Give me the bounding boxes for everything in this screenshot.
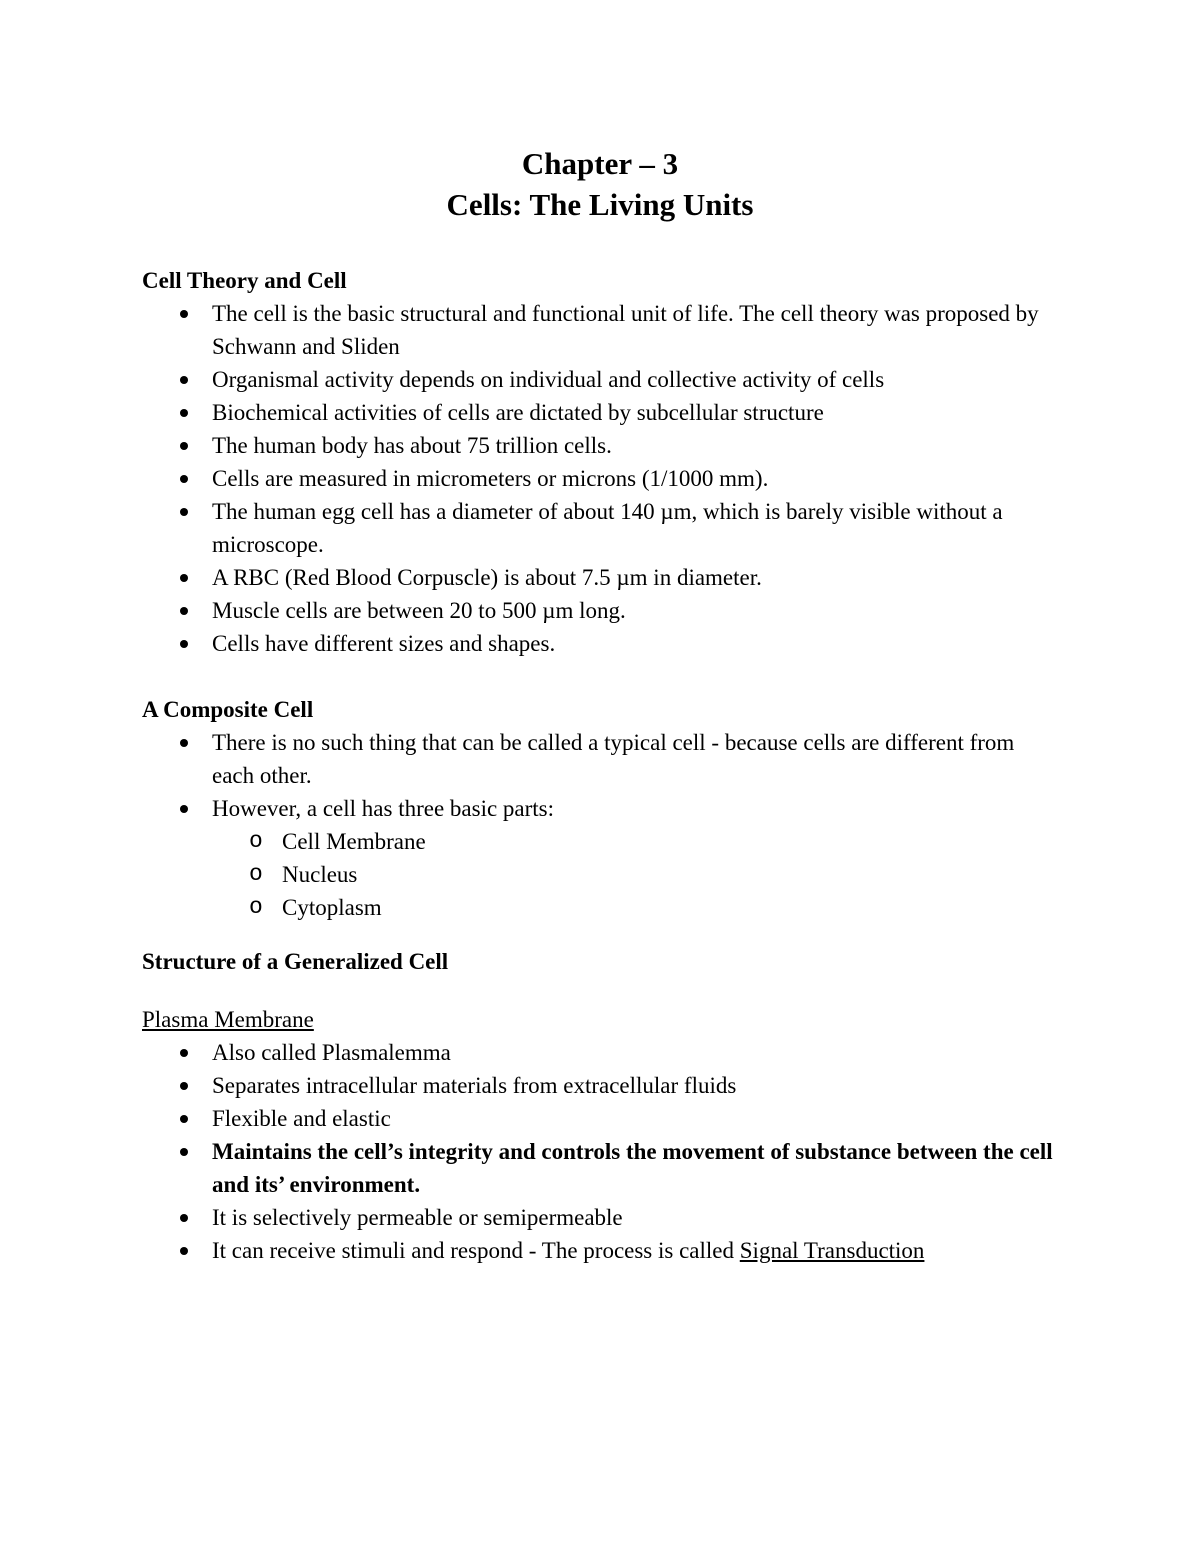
circle-bullet-icon: o [249,894,263,920]
list-item: The human body has about 75 trillion cells. [142,429,1062,462]
plasma-membrane-section [142,1003,1062,1267]
list-item: Biochemical activities of cells are dictated by subcellular structure [142,396,1062,429]
cell-part-label: Cytoplasm [282,895,382,920]
cell-theory-section [142,264,1062,660]
sub-list-item [212,891,1062,924]
list-item: There is no such thing that can be called a typical cell - because cells are different from each other. [142,726,1062,792]
list-item: Separates intracellular materials from extracellular fluids [142,1069,1062,1102]
chapter-name: Cells: The Living Units [446,187,754,222]
list-item: Cells are measured in micrometers or microns (1/1000 mm). [142,462,1062,495]
list-item: Organismal activity depends on individual and collective activity of cells [142,363,1062,396]
list-item: Cells have different sizes and shapes. [142,627,1062,660]
generalized-cell-section [142,945,1062,978]
chapter-number: Chapter – 3 [521,146,679,181]
composite-cell-list [142,726,1062,924]
list-item-text: It can receive stimuli and respond - The process is called [212,1238,740,1263]
signal-transduction-term: Signal Transduction [739,1238,925,1263]
list-item [142,1234,1062,1267]
plasma-membrane-list [142,1036,1062,1267]
cell-part-label: Nucleus [282,862,358,887]
sub-list-item [212,858,1062,891]
circle-bullet-icon: o [249,828,263,854]
list-item: The human egg cell has a diameter of about 140 µm, which is barely visible without a microscope. [142,495,1062,561]
chapter-title [0,143,1200,225]
list-item: Muscle cells are between 20 to 500 µm long. [142,594,1062,627]
list-item: Maintains the cell’s integrity and controls the movement of substance between the cell and its’ environment. [142,1135,1062,1201]
list-item-text: However, a cell has three basic parts: [212,796,555,821]
sub-list-item [212,825,1062,858]
list-item: Also called Plasmalemma [142,1036,1062,1069]
list-item: A RBC (Red Blood Corpuscle) is about 7.5 µm in diameter. [142,561,1062,594]
composite-cell-heading: A Composite Cell [142,697,314,722]
cell-parts-list [212,825,1062,924]
list-item: The cell is the basic structural and functional unit of life. The cell theory was proposed by Schwann and Sliden [142,297,1062,363]
list-item [142,792,1062,924]
generalized-cell-heading: Structure of a Generalized Cell [142,949,449,974]
cell-part-label: Cell Membrane [282,829,426,854]
plasma-membrane-heading: Plasma Membrane [142,1007,314,1032]
cell-theory-list [142,297,1062,660]
composite-cell-section [142,693,1062,924]
list-item: Flexible and elastic [142,1102,1062,1135]
list-item: It is selectively permeable or semipermeable [142,1201,1062,1234]
cell-theory-heading: Cell Theory and Cell [142,268,347,293]
circle-bullet-icon: o [249,861,263,887]
